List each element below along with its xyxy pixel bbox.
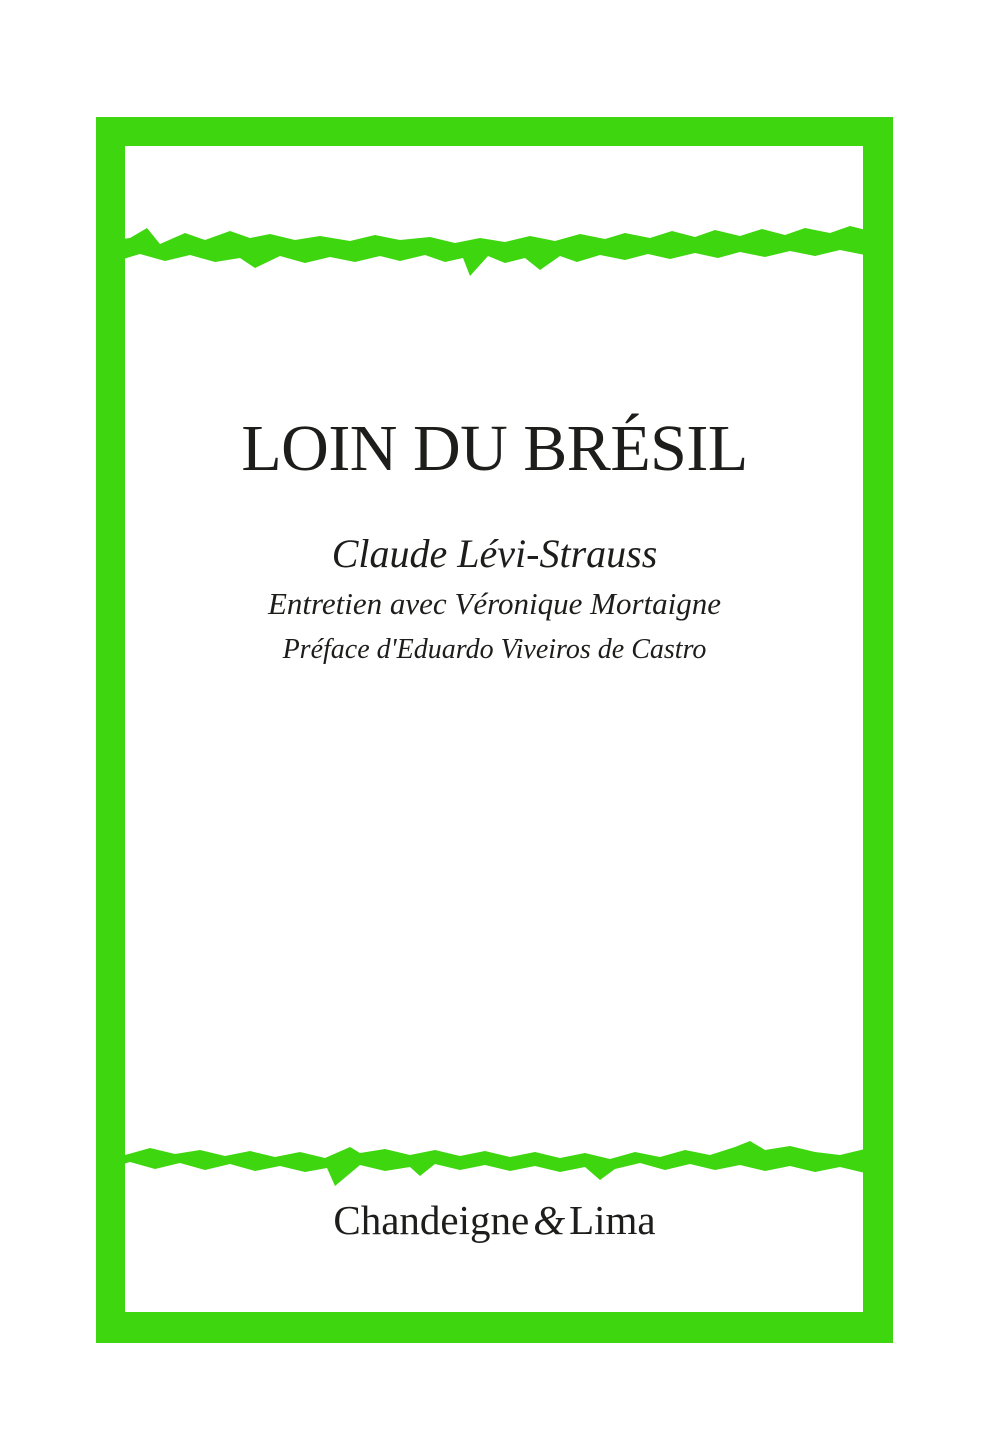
torn-paper-band-top <box>100 226 890 276</box>
preface-credit: Préface d'Eduardo Viveiros de Castro <box>282 634 707 665</box>
book-title: LOIN DU BRÉSIL <box>241 412 748 485</box>
publisher-imprint <box>96 1197 893 1243</box>
torn-paper-band-bottom <box>100 1141 890 1186</box>
publisher-name-right: Lima <box>569 1197 656 1243</box>
interview-credit: Entretien avec Véronique Mortaigne <box>267 586 722 621</box>
author-name: Claude Lévi-Strauss <box>331 531 658 576</box>
publisher-ampersand: & <box>533 1197 566 1243</box>
publisher-name-left: Chandeigne <box>333 1197 530 1243</box>
